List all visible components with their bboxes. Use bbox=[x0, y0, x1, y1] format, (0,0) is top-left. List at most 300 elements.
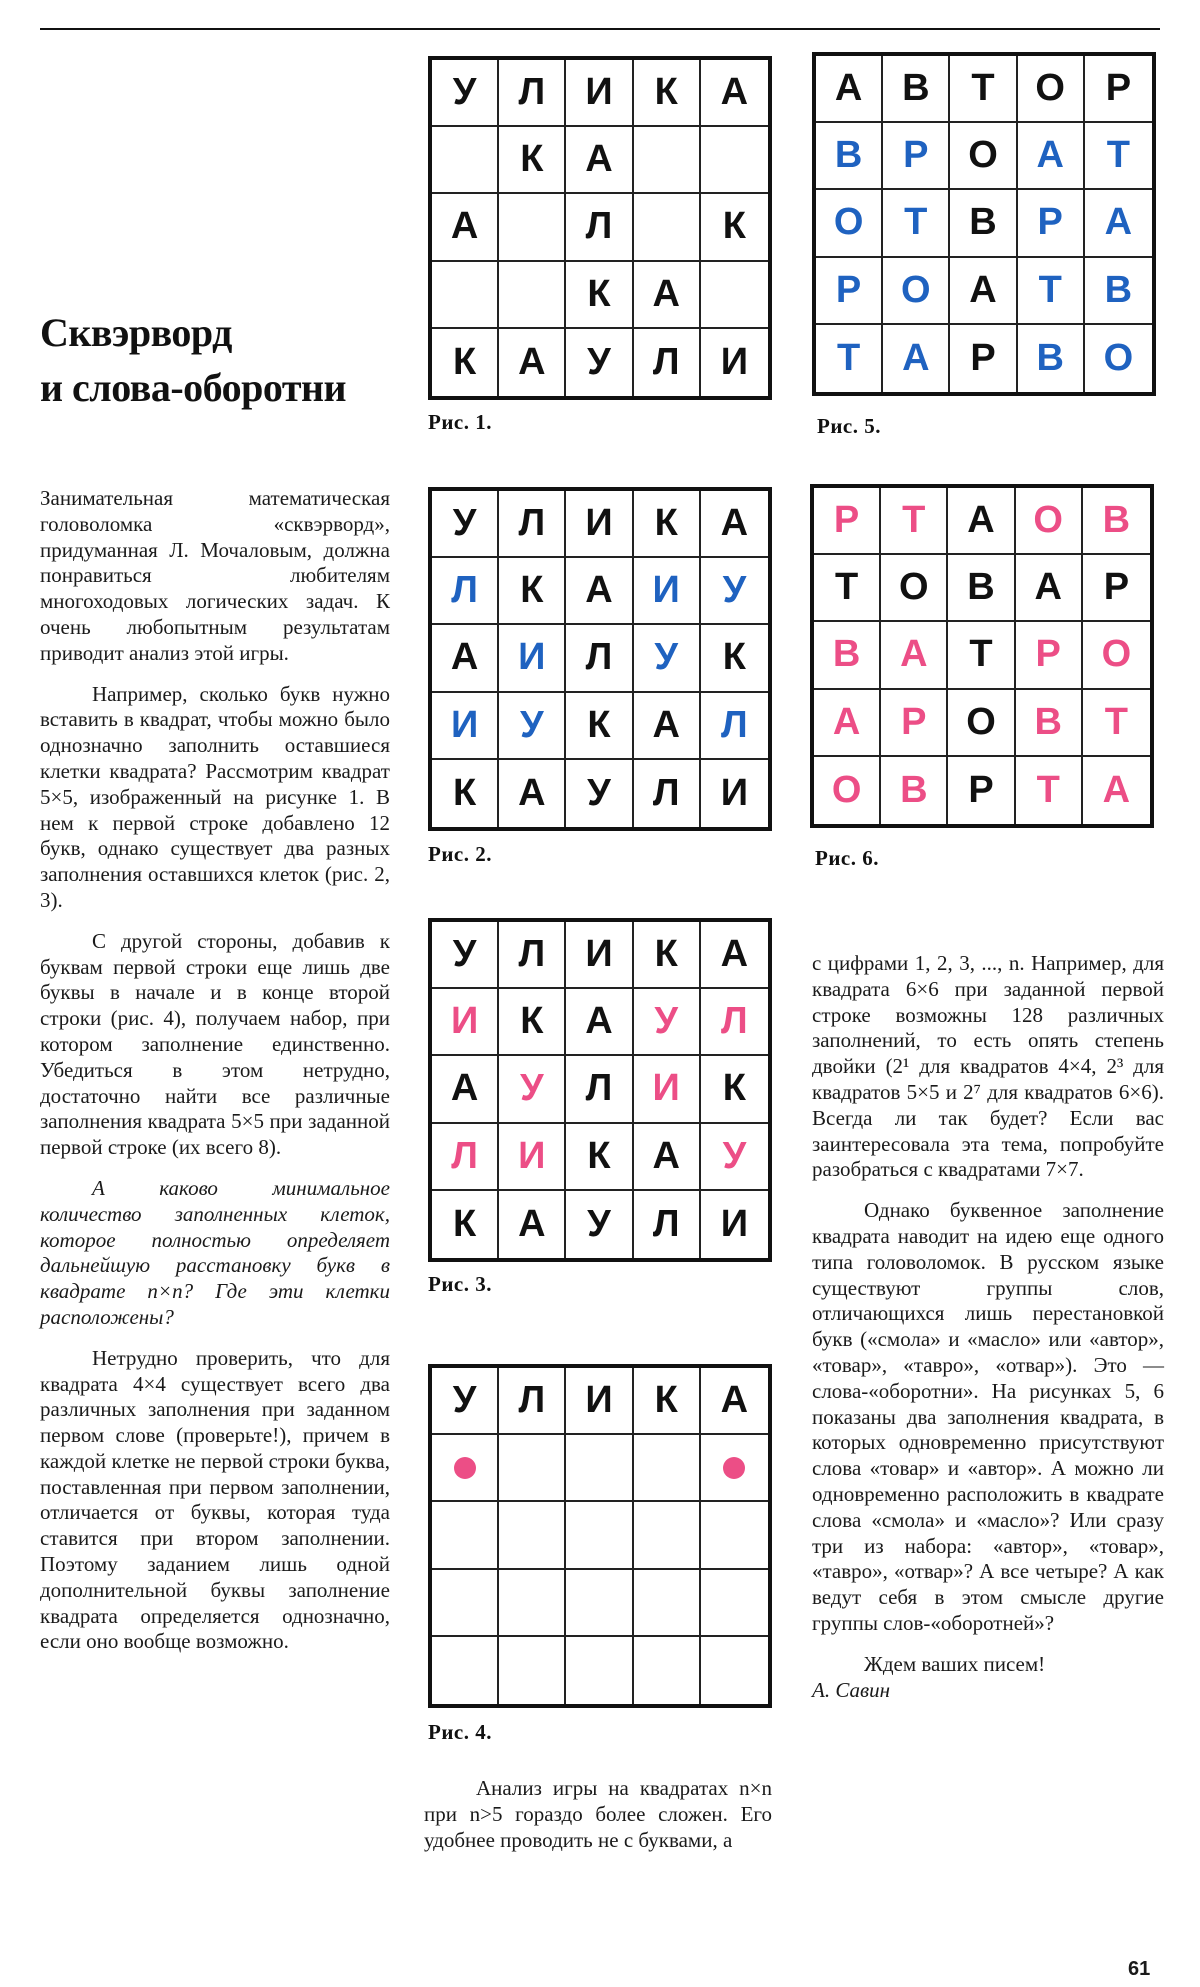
figure-6-caption: Рис. 6. bbox=[815, 846, 879, 870]
grid-letter: О bbox=[899, 566, 929, 609]
grid-letter: А bbox=[834, 67, 863, 110]
grid-cell bbox=[432, 1368, 499, 1435]
grid-cell bbox=[814, 690, 881, 757]
grid-cell bbox=[432, 60, 499, 127]
grid-letter: Т bbox=[971, 67, 995, 110]
figure-1-grid bbox=[428, 56, 772, 400]
grid-cell bbox=[701, 1502, 768, 1569]
grid-cell bbox=[816, 258, 883, 325]
grid-letter: Т bbox=[1036, 768, 1060, 811]
grid-cell bbox=[634, 558, 701, 625]
grid-letter: И bbox=[585, 71, 613, 114]
grid-letter: У bbox=[587, 1202, 611, 1245]
grid-letter: И bbox=[585, 1379, 613, 1422]
grid-letter: Л bbox=[652, 340, 680, 383]
figure-6-grid bbox=[810, 484, 1154, 828]
grid-cell bbox=[432, 922, 499, 989]
grid-letter: У bbox=[722, 1134, 747, 1177]
title-line-1: Сквэрворд bbox=[40, 310, 232, 355]
grid-letter: Р bbox=[901, 700, 927, 743]
figure-1-caption: Рис. 1. bbox=[428, 410, 492, 434]
grid-cell bbox=[701, 127, 768, 194]
grid-cell bbox=[634, 760, 701, 827]
grid-cell bbox=[1083, 690, 1150, 757]
grid-cell bbox=[701, 1570, 768, 1637]
grid-cell bbox=[816, 325, 883, 392]
grid-letter: О bbox=[1103, 336, 1134, 379]
grid-cell bbox=[566, 1191, 633, 1258]
grid-cell bbox=[816, 123, 883, 190]
grid-cell bbox=[499, 491, 566, 558]
grid-letter: И bbox=[720, 771, 749, 814]
grid-cell bbox=[950, 325, 1017, 392]
grid-cell bbox=[1018, 123, 1085, 190]
grid-letter: В bbox=[902, 67, 930, 110]
grid-cell bbox=[1083, 757, 1150, 824]
grid-cell bbox=[701, 558, 768, 625]
grid-cell bbox=[432, 1435, 499, 1502]
grid-cell bbox=[1016, 488, 1083, 555]
text-column-3 bbox=[812, 951, 1164, 1718]
grid-cell bbox=[499, 127, 566, 194]
grid-cell bbox=[701, 1637, 768, 1704]
grid-letter: Л bbox=[518, 71, 546, 114]
grid-cell bbox=[948, 757, 1015, 824]
grid-cell bbox=[1016, 757, 1083, 824]
grid-letter: К bbox=[587, 1134, 611, 1177]
grid-cell bbox=[701, 1124, 768, 1191]
text-column-1 bbox=[40, 486, 390, 1670]
grid-cell bbox=[566, 127, 633, 194]
grid-cell bbox=[499, 922, 566, 989]
grid-letter: А bbox=[652, 272, 680, 315]
grid-cell bbox=[634, 1368, 701, 1435]
grid-letter: Р bbox=[833, 499, 860, 542]
grid-letter: Л bbox=[518, 1379, 546, 1422]
grid-cell bbox=[432, 194, 499, 261]
grid-cell bbox=[701, 989, 768, 1056]
grid-letter: О bbox=[1033, 499, 1063, 542]
top-rule bbox=[40, 28, 1160, 30]
grid-cell bbox=[881, 757, 948, 824]
grid-letter: А bbox=[900, 633, 928, 676]
grid-letter: О bbox=[833, 201, 864, 244]
grid-cell bbox=[814, 488, 881, 555]
grid-letter: У bbox=[654, 1000, 679, 1043]
grid-letter: Л bbox=[518, 933, 546, 976]
grid-cell bbox=[948, 690, 1015, 757]
grid-letter: В bbox=[832, 633, 861, 676]
grid-cell bbox=[701, 491, 768, 558]
grid-cell bbox=[566, 922, 633, 989]
grid-letter: К bbox=[587, 703, 611, 746]
grid-letter: А bbox=[969, 268, 997, 311]
grid-letter: Т bbox=[834, 566, 859, 609]
grid-cell bbox=[566, 625, 633, 692]
grid-letter: Л bbox=[451, 1134, 478, 1177]
grid-cell bbox=[499, 1191, 566, 1258]
grid-letter: У bbox=[722, 569, 747, 612]
grid-letter: У bbox=[519, 1067, 544, 1110]
grid-letter: Л bbox=[721, 1000, 748, 1043]
paragraph: С другой стороны, добавив к буквам первой строки еще лишь две буквы в начале и в конце второй строки (рис. 4), получаем набор, при котором заполнение единственно. Убедиться в этом нетрудно, достаточно найти все различные заполнения квадрата 5×5 при заданной первой строке (их всего 8). bbox=[40, 928, 390, 1160]
grid-letter: И bbox=[450, 1000, 479, 1043]
grid-cell bbox=[634, 1056, 701, 1123]
grid-cell bbox=[701, 1435, 768, 1502]
grid-letter: К bbox=[722, 636, 746, 679]
grid-letter: А bbox=[1102, 768, 1131, 811]
grid-cell bbox=[1016, 555, 1083, 622]
figure-2-caption: Рис. 2. bbox=[428, 842, 492, 866]
grid-cell bbox=[566, 1124, 633, 1191]
grid-cell bbox=[566, 558, 633, 625]
grid-letter: А bbox=[518, 1202, 546, 1245]
grid-letter: Т bbox=[836, 336, 861, 379]
grid-cell bbox=[1083, 488, 1150, 555]
paragraph: с цифрами 1, 2, 3, ..., n. Например, для квадрата 6×6 при заданной первой строке возможны 128 различных заполнений, то есть опять степень двойки (2¹ для квадратов 4×4, 2³ для квадратов 5×5 и 2⁷ для квадратов 6×6). Всегда ли так будет? Если вас заинтересовала эта тема, попробуйте разобраться с квадратами 7×7. bbox=[812, 951, 1164, 1182]
grid-letter: Л bbox=[518, 502, 546, 545]
grid-cell bbox=[499, 625, 566, 692]
closing-line: Ждем ваших писем! bbox=[864, 1651, 1046, 1676]
grid-letter: О bbox=[968, 134, 998, 177]
grid-cell bbox=[816, 56, 883, 123]
grid-cell bbox=[634, 262, 701, 329]
grid-cell bbox=[566, 194, 633, 261]
grid-letter: А bbox=[967, 499, 995, 542]
paragraph: Нетрудно проверить, что для квадрата 4×4 существует всего два различных заполнения при заданном первом слове (проверьте!), причем в каждой клетке не первой строки буква, поставленная при первом заполнении, отличается от буквы, которая туда ставится при втором заполнении. Поэтому заданием лишь одной дополнительной буквы заполнение квадрата определяется однозначно, если оно вообще возможно. bbox=[40, 1345, 390, 1654]
grid-letter: В bbox=[967, 566, 995, 609]
grid-cell bbox=[634, 625, 701, 692]
grid-letter: А bbox=[720, 71, 749, 114]
grid-letter: В bbox=[1104, 268, 1133, 311]
grid-cell bbox=[948, 488, 1015, 555]
grid-cell bbox=[499, 693, 566, 760]
grid-letter: Р bbox=[1103, 566, 1130, 609]
grid-cell bbox=[948, 622, 1015, 689]
grid-cell bbox=[950, 258, 1017, 325]
figure-5-caption: Рис. 5. bbox=[817, 414, 881, 438]
grid-letter: К bbox=[722, 1067, 746, 1110]
figure-4-caption: Рис. 4. bbox=[428, 1720, 492, 1744]
grid-letter: Л bbox=[721, 703, 748, 746]
grid-letter: А bbox=[902, 336, 930, 379]
grid-cell bbox=[883, 123, 950, 190]
grid-letter: В bbox=[1036, 336, 1064, 379]
grid-cell bbox=[701, 693, 768, 760]
grid-letter: Л bbox=[585, 205, 613, 248]
grid-letter: У bbox=[519, 703, 544, 746]
grid-cell bbox=[950, 123, 1017, 190]
figure-3-caption: Рис. 3. bbox=[428, 1272, 492, 1296]
grid-letter: К bbox=[654, 502, 678, 545]
grid-cell bbox=[499, 1368, 566, 1435]
grid-letter: У bbox=[452, 933, 477, 976]
grid-cell bbox=[432, 625, 499, 692]
grid-letter: К bbox=[722, 205, 746, 248]
grid-letter: А bbox=[585, 1000, 613, 1043]
grid-cell bbox=[566, 1570, 633, 1637]
grid-cell bbox=[701, 625, 768, 692]
grid-cell bbox=[701, 922, 768, 989]
grid-letter: Л bbox=[585, 1067, 613, 1110]
grid-cell bbox=[432, 1570, 499, 1637]
grid-cell bbox=[701, 194, 768, 261]
grid-letter: К bbox=[520, 1000, 544, 1043]
page-number: 61 bbox=[1128, 1958, 1151, 1980]
grid-cell bbox=[814, 757, 881, 824]
grid-cell bbox=[634, 1124, 701, 1191]
grid-letter: К bbox=[654, 933, 678, 976]
grid-letter: Л bbox=[652, 771, 680, 814]
grid-letter: О bbox=[1101, 633, 1132, 676]
grid-letter: К bbox=[654, 71, 678, 114]
grid-cell bbox=[566, 329, 633, 396]
grid-cell bbox=[634, 1502, 701, 1569]
grid-cell bbox=[701, 60, 768, 127]
grid-cell bbox=[566, 1637, 633, 1704]
grid-cell bbox=[566, 1502, 633, 1569]
grid-cell bbox=[499, 558, 566, 625]
grid-cell bbox=[566, 1056, 633, 1123]
grid-cell bbox=[816, 190, 883, 257]
grid-cell bbox=[432, 558, 499, 625]
grid-cell bbox=[566, 989, 633, 1056]
grid-letter: К bbox=[654, 1379, 678, 1422]
grid-letter: О bbox=[831, 768, 862, 811]
grid-letter: В bbox=[1034, 700, 1062, 743]
figure-4-grid bbox=[428, 1364, 772, 1708]
grid-letter: Л bbox=[451, 569, 478, 612]
grid-cell bbox=[432, 1056, 499, 1123]
grid-cell bbox=[881, 555, 948, 622]
grid-letter: В bbox=[834, 134, 863, 177]
grid-letter: Р bbox=[1035, 633, 1061, 676]
grid-cell bbox=[1016, 622, 1083, 689]
grid-cell bbox=[1085, 190, 1152, 257]
grid-letter: У bbox=[587, 340, 611, 383]
grid-cell bbox=[634, 922, 701, 989]
grid-cell bbox=[883, 190, 950, 257]
grid-cell bbox=[950, 56, 1017, 123]
grid-letter: А bbox=[832, 700, 861, 743]
grid-letter: А bbox=[1104, 201, 1133, 244]
grid-cell bbox=[432, 329, 499, 396]
grid-cell bbox=[566, 760, 633, 827]
grid-cell bbox=[499, 60, 566, 127]
grid-cell bbox=[432, 1124, 499, 1191]
grid-cell bbox=[432, 127, 499, 194]
paragraph: Анализ игры на квадратах n×n при n>5 гораздо более сложен. Его удобнее проводить не с буквами, а bbox=[424, 1776, 772, 1852]
grid-letter: К bbox=[452, 771, 477, 814]
grid-letter: А bbox=[652, 1134, 680, 1177]
author-signature: А. Савин bbox=[812, 1677, 891, 1702]
grid-cell bbox=[432, 1637, 499, 1704]
grid-cell bbox=[634, 989, 701, 1056]
grid-cell bbox=[634, 1637, 701, 1704]
grid-letter: И bbox=[652, 1067, 680, 1110]
grid-cell bbox=[566, 491, 633, 558]
grid-cell bbox=[499, 329, 566, 396]
grid-letter: Л bbox=[652, 1202, 680, 1245]
grid-letter: Л bbox=[585, 636, 613, 679]
grid-letter: А bbox=[450, 205, 479, 248]
grid-letter: И bbox=[518, 1134, 546, 1177]
grid-letter: Т bbox=[904, 201, 928, 244]
grid-cell bbox=[499, 1570, 566, 1637]
grid-letter: В bbox=[1102, 499, 1131, 542]
grid-cell bbox=[566, 693, 633, 760]
grid-letter: А bbox=[1034, 566, 1062, 609]
figure-3-grid bbox=[428, 918, 772, 1262]
text-column-2 bbox=[424, 1776, 772, 1868]
grid-cell bbox=[1085, 56, 1152, 123]
grid-cell bbox=[881, 622, 948, 689]
grid-cell bbox=[634, 60, 701, 127]
grid-letter: А bbox=[1036, 134, 1064, 177]
grid-cell bbox=[701, 760, 768, 827]
grid-letter: Т bbox=[902, 499, 926, 542]
grid-letter: А bbox=[720, 933, 749, 976]
paragraph: Однако буквенное заполнение квадрата наводит на идею еще одного типа головоломок. В русском языке существуют группы слов, отличающихся лишь перестановкой букв («смола» и «масло» или «автор», «товар», «тавро», «отвар»). Это — слова-«оборотни». На рисунках 5, 6 показаны два заполнения квадрата, в которых одновременно присутствуют слова «товар» и «автор». А можно ли одновременно расположить в квадрате слова «смола» и «масло»? Или сразу три из набора: «автор», «товар», «тавро», «отвар»? А все четыре? А как ведут себя в этом смысле другие группы слов-«оборотней»? bbox=[812, 1198, 1164, 1635]
grid-cell bbox=[566, 60, 633, 127]
grid-cell bbox=[499, 194, 566, 261]
grid-cell bbox=[566, 262, 633, 329]
marker-dot bbox=[454, 1457, 476, 1479]
grid-letter: А bbox=[450, 1067, 479, 1110]
grid-letter: В bbox=[969, 201, 997, 244]
grid-cell bbox=[701, 262, 768, 329]
grid-letter: А bbox=[518, 340, 546, 383]
grid-letter: У bbox=[452, 71, 477, 114]
grid-letter: А bbox=[585, 138, 613, 181]
grid-cell bbox=[1083, 622, 1150, 689]
grid-letter: Т bbox=[1038, 268, 1062, 311]
grid-cell bbox=[701, 1191, 768, 1258]
grid-letter: И bbox=[720, 1202, 749, 1245]
grid-letter: А bbox=[518, 771, 546, 814]
grid-cell bbox=[499, 760, 566, 827]
paragraph: А каково минимальное количество заполненных клеток, которое полностью определяет дальнейшую расстановку букв в квадрате n×n? Где эти клетки расположены? bbox=[40, 1175, 390, 1329]
grid-letter: К bbox=[520, 569, 544, 612]
grid-cell bbox=[566, 1368, 633, 1435]
grid-cell bbox=[499, 1124, 566, 1191]
grid-letter: А bbox=[450, 636, 479, 679]
paragraph: Например, сколько букв нужно вставить в квадрат, чтобы можно было однозначно заполнить оставшиеся клетки квадрата? Рассмотрим квадрат 5×5, изображенный на рисунке 1. В нем к первой строке добавлено 12 букв, однако существует два разных заполнения оставшихся клеток (рис. 2, 3). bbox=[40, 681, 390, 912]
grid-letter: И bbox=[585, 933, 613, 976]
grid-letter: К bbox=[520, 138, 544, 181]
grid-letter: И bbox=[585, 502, 613, 545]
grid-cell bbox=[432, 1191, 499, 1258]
grid-cell bbox=[432, 760, 499, 827]
grid-cell bbox=[814, 622, 881, 689]
grid-cell bbox=[634, 491, 701, 558]
title-line-2: и слова-оборотни bbox=[40, 365, 347, 410]
grid-cell bbox=[432, 262, 499, 329]
marker-dot bbox=[723, 1457, 745, 1479]
grid-cell bbox=[634, 1435, 701, 1502]
grid-cell bbox=[1018, 325, 1085, 392]
grid-letter: Т bbox=[1106, 134, 1130, 177]
paragraph: Занимательная математическая головоломка «сквэрворд», придуманная Л. Мочаловым, должна понравиться любителям многоходовых логических задач. К очень любопытным результатам приводит анализ этой игры. bbox=[40, 486, 390, 665]
grid-cell bbox=[881, 488, 948, 555]
grid-letter: Р bbox=[970, 336, 996, 379]
grid-letter: У bbox=[654, 636, 679, 679]
grid-cell bbox=[499, 262, 566, 329]
grid-cell bbox=[634, 329, 701, 396]
grid-cell bbox=[634, 693, 701, 760]
grid-cell bbox=[948, 555, 1015, 622]
grid-cell bbox=[701, 329, 768, 396]
grid-cell bbox=[1085, 258, 1152, 325]
grid-letter: В bbox=[900, 768, 928, 811]
grid-letter: У bbox=[587, 771, 611, 814]
grid-letter: Р bbox=[903, 134, 929, 177]
grid-cell bbox=[432, 491, 499, 558]
grid-letter: О bbox=[1035, 67, 1065, 110]
grid-cell bbox=[950, 190, 1017, 257]
grid-cell bbox=[1018, 56, 1085, 123]
grid-letter: Р bbox=[835, 268, 862, 311]
grid-cell bbox=[499, 1502, 566, 1569]
grid-letter: К bbox=[452, 340, 477, 383]
grid-letter: К bbox=[452, 1202, 477, 1245]
grid-letter: О bbox=[901, 268, 931, 311]
grid-letter: И bbox=[652, 569, 680, 612]
grid-cell bbox=[634, 1191, 701, 1258]
grid-cell bbox=[1083, 555, 1150, 622]
article-title bbox=[40, 305, 420, 415]
grid-cell bbox=[432, 989, 499, 1056]
grid-letter: А bbox=[720, 1379, 749, 1422]
grid-letter: А bbox=[585, 569, 613, 612]
grid-letter: О bbox=[966, 700, 996, 743]
grid-cell bbox=[499, 1435, 566, 1502]
grid-cell bbox=[701, 1368, 768, 1435]
grid-letter: Т bbox=[969, 633, 993, 676]
grid-cell bbox=[432, 1502, 499, 1569]
grid-letter: У bbox=[452, 1379, 477, 1422]
grid-letter: К bbox=[587, 272, 611, 315]
grid-cell bbox=[499, 1637, 566, 1704]
grid-cell bbox=[883, 325, 950, 392]
grid-cell bbox=[432, 693, 499, 760]
grid-cell bbox=[634, 1570, 701, 1637]
grid-letter: Т bbox=[1104, 700, 1128, 743]
grid-cell bbox=[881, 690, 948, 757]
grid-cell bbox=[814, 555, 881, 622]
grid-cell bbox=[1016, 690, 1083, 757]
grid-letter: И bbox=[450, 703, 479, 746]
grid-cell bbox=[566, 1435, 633, 1502]
grid-letter: Р bbox=[968, 768, 994, 811]
grid-cell bbox=[1085, 325, 1152, 392]
grid-cell bbox=[1018, 190, 1085, 257]
grid-cell bbox=[883, 56, 950, 123]
grid-cell bbox=[634, 127, 701, 194]
grid-cell bbox=[634, 194, 701, 261]
grid-cell bbox=[499, 1056, 566, 1123]
grid-letter: Р bbox=[1037, 201, 1063, 244]
figure-5-grid bbox=[812, 52, 1156, 396]
grid-cell bbox=[499, 989, 566, 1056]
grid-cell bbox=[1018, 258, 1085, 325]
grid-letter: А bbox=[720, 502, 749, 545]
figure-2-grid bbox=[428, 487, 772, 831]
grid-letter: Р bbox=[1105, 67, 1132, 110]
grid-cell bbox=[1085, 123, 1152, 190]
grid-cell bbox=[883, 258, 950, 325]
grid-letter: А bbox=[652, 703, 680, 746]
